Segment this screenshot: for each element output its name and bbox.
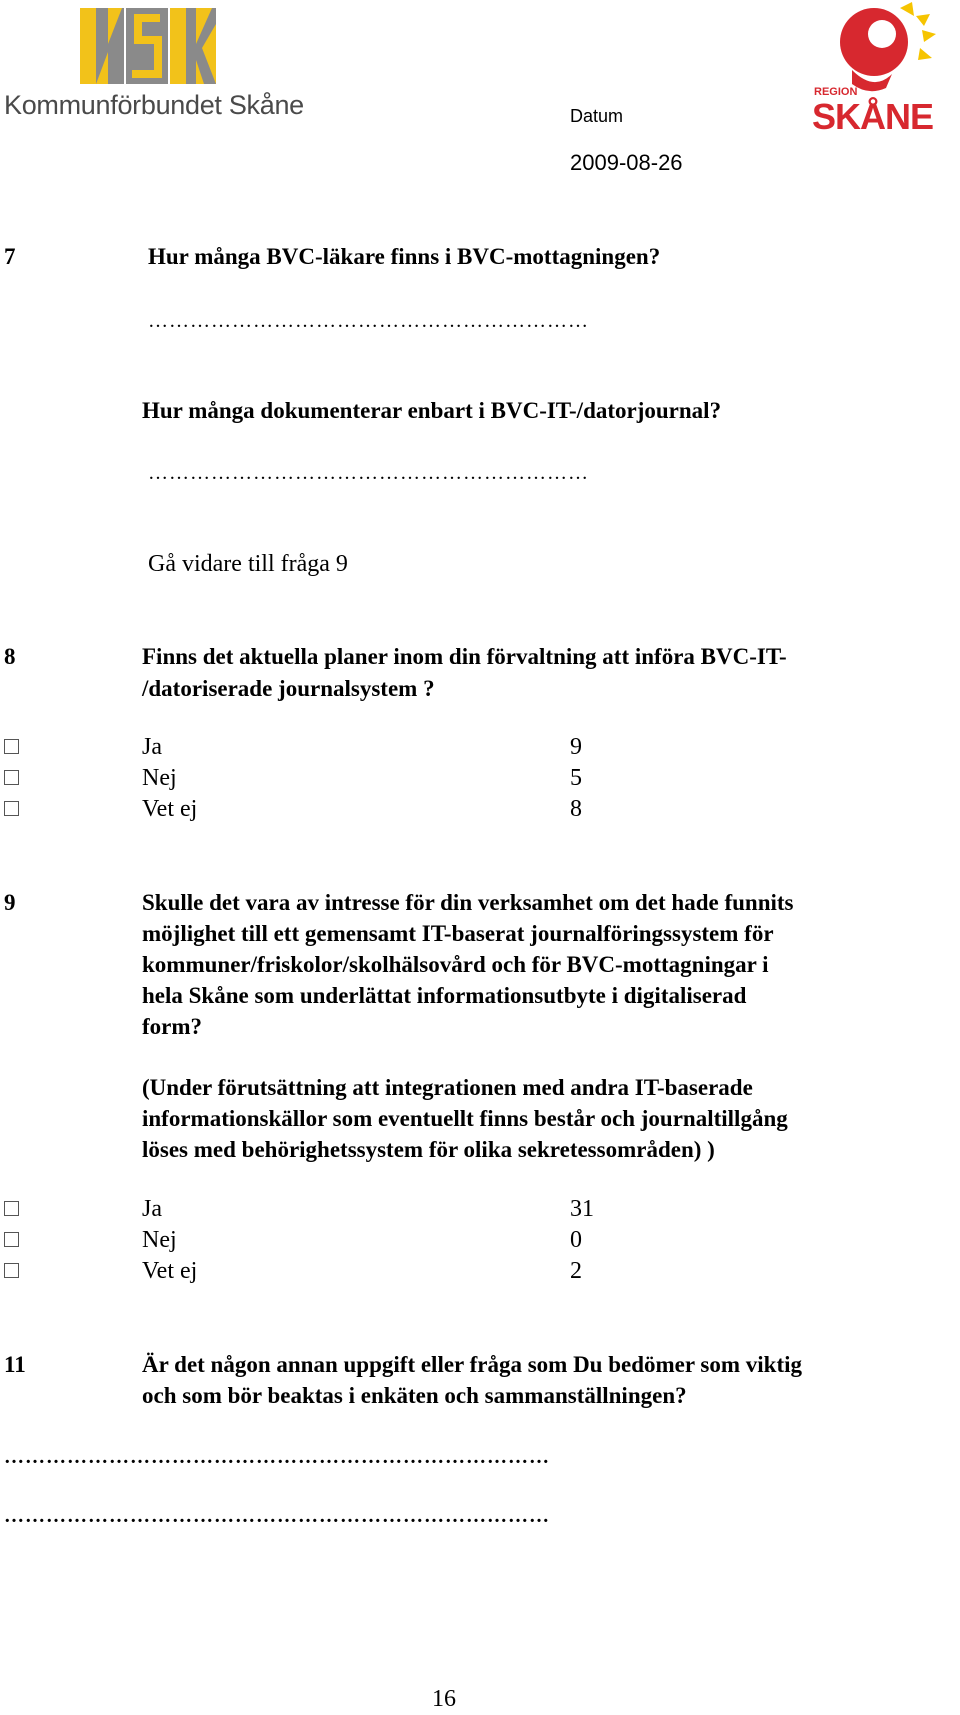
q7-question: Hur många BVC-läkare finns i BVC-mottagningen? bbox=[148, 244, 661, 269]
q8-number: 8 bbox=[4, 644, 16, 669]
q9-option-label: Ja bbox=[142, 1196, 162, 1222]
q8-option-count: 9 bbox=[570, 734, 582, 760]
region-skane-logo bbox=[812, 0, 960, 140]
q11-answer-line-2: …………………………………………………………………… bbox=[4, 1505, 550, 1527]
q11-question-line-2: och som bör beaktas i enkäten och sammanställningen? bbox=[142, 1383, 687, 1408]
page-number: 16 bbox=[432, 1686, 456, 1712]
q7-answer-line-1: ……………………………………………………… bbox=[148, 310, 589, 332]
region-label: REGION bbox=[814, 86, 858, 98]
q9-note-line: (Under förutsättning att integrationen med andra IT-baserade bbox=[142, 1075, 753, 1100]
q8-checkbox-ja[interactable] bbox=[4, 739, 19, 754]
q9-option-count: 2 bbox=[570, 1258, 582, 1284]
q9-option-label: Nej bbox=[142, 1227, 177, 1253]
q8-question-line-1: Finns det aktuella planer inom din förvaltning att införa BVC-IT- bbox=[142, 644, 787, 669]
q7-sub-question: Hur många dokumenterar enbart i BVC-IT-/datorjournal? bbox=[142, 398, 722, 423]
q9-question-line: hela Skåne som underlättat informationsutbyte i digitaliserad bbox=[142, 983, 747, 1008]
q8-option-count: 8 bbox=[570, 796, 582, 822]
q8-option-count: 5 bbox=[570, 765, 582, 791]
q7-instruction: Gå vidare till fråga 9 bbox=[148, 551, 348, 577]
q9-question-line: Skulle det vara av intresse för din verksamhet om det hade funnits bbox=[142, 890, 794, 915]
q8-question-line-2: /datoriserade journalsystem ? bbox=[142, 676, 435, 701]
ksk-logo bbox=[4, 4, 304, 128]
org-name: Kommunförbundet Skåne bbox=[4, 90, 304, 120]
q9-question-line: form? bbox=[142, 1014, 203, 1039]
date-label: Datum bbox=[570, 106, 624, 126]
q8-option-label: Vet ej bbox=[142, 796, 198, 822]
q9-note-line: informationskällor som eventuellt finns består och journaltillgång bbox=[142, 1106, 788, 1131]
skane-label: SKÅNE bbox=[812, 96, 934, 137]
q9-number: 9 bbox=[4, 890, 16, 915]
date-value: 2009-08-26 bbox=[570, 150, 683, 175]
q11-number: 11 bbox=[4, 1352, 26, 1377]
q9-question-line: möjlighet till ett gemensamt IT-baserat journalföringssystem för bbox=[142, 921, 774, 946]
q9-option-label: Vet ej bbox=[142, 1258, 198, 1284]
q8-checkbox-vet-ej[interactable] bbox=[4, 801, 19, 816]
q9-checkbox-ja[interactable] bbox=[4, 1201, 19, 1216]
q7-answer-line-2: ……………………………………………………… bbox=[148, 462, 589, 484]
q9-question bbox=[142, 887, 793, 1042]
q9-checkbox-vet-ej[interactable] bbox=[4, 1263, 19, 1278]
q9-note-line: löses med behörighetssystem för olika sekretessområden) ) bbox=[142, 1137, 715, 1162]
q11-answer-line-1: …………………………………………………………………… bbox=[4, 1446, 550, 1468]
q8-checkbox-nej[interactable] bbox=[4, 770, 19, 785]
q7-number: 7 bbox=[4, 244, 16, 269]
q9-question-line: kommuner/friskolor/skolhälsovård och för BVC-mottagningar i bbox=[142, 952, 769, 977]
q11-question-line-1: Är det någon annan uppgift eller fråga som Du bedömer som viktig bbox=[142, 1352, 803, 1377]
q9-option-count: 31 bbox=[570, 1196, 594, 1222]
q8-option-label: Nej bbox=[142, 765, 177, 791]
q8-option-label: Ja bbox=[142, 734, 162, 760]
q9-checkbox-nej[interactable] bbox=[4, 1232, 19, 1247]
q9-option-count: 0 bbox=[570, 1227, 582, 1253]
q9-note bbox=[142, 1072, 788, 1165]
